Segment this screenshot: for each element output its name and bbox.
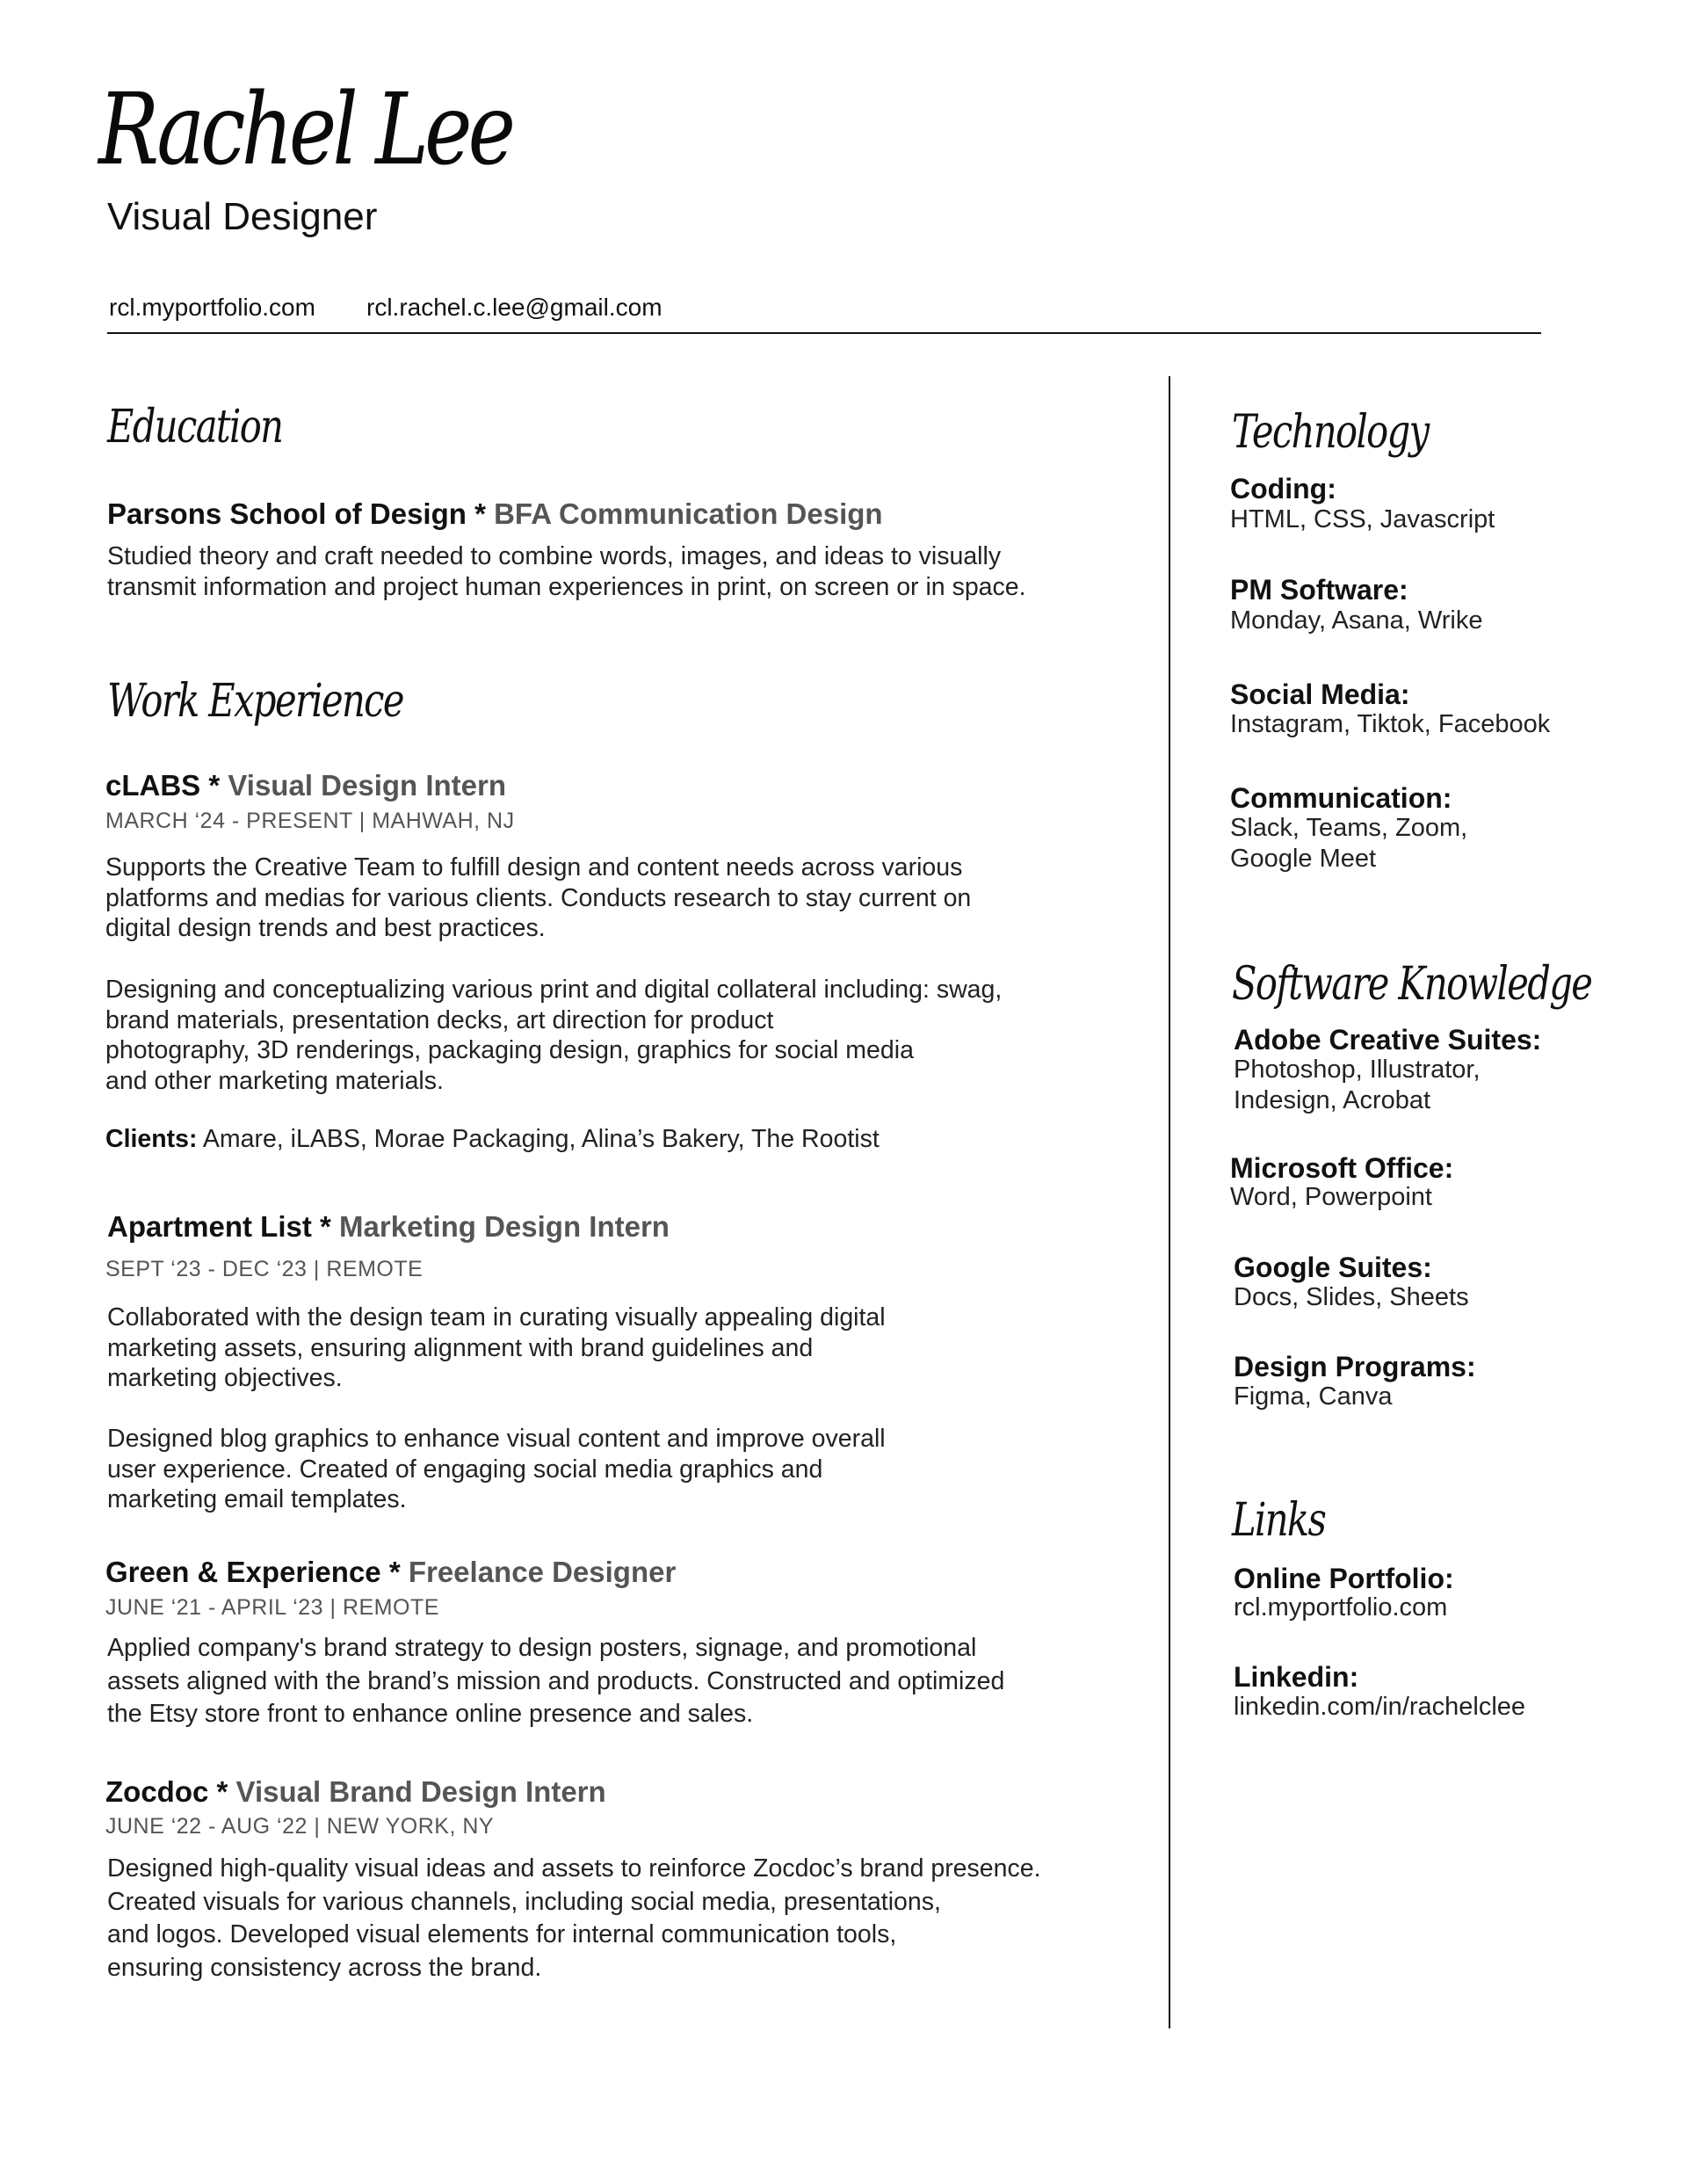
- job-company: Apartment List *: [107, 1210, 340, 1243]
- technology-heading: Technology: [1232, 406, 1429, 459]
- job-title: Visual Design Intern: [228, 769, 507, 802]
- header-divider: [107, 332, 1541, 334]
- job-description: Applied company's brand strategy to design posters, signage, and promotional assets aligned with the brand’s mission and products. Constructed and optimized the Etsy store front to enhance online presence and sales.: [107, 1634, 1005, 1728]
- skill-label: Design Programs:: [1234, 1351, 1476, 1382]
- job-meta: MARCH ‘24 - PRESENT | MAHWAH, NJ: [105, 809, 515, 833]
- skill-value: HTML, CSS, Javascript: [1230, 505, 1495, 533]
- skill-value: Figma, Canva: [1234, 1382, 1393, 1411]
- skill-label: Coding:: [1230, 473, 1336, 504]
- job-company: Zocdoc *: [105, 1775, 236, 1808]
- candidate-name: Rachel Lee: [98, 73, 512, 187]
- work-experience-heading: Work Experience: [107, 675, 403, 728]
- clients-list: Amare, iLABS, Morae Packaging, Alina’s Bakery, The Rootist: [197, 1125, 880, 1153]
- job-title-row: [105, 1775, 606, 1809]
- education-heading: Education: [107, 401, 283, 453]
- degree-name: BFA Communication Design: [494, 497, 883, 530]
- job-description: Designed blog graphics to enhance visual content and improve overall user experience. Created of engaging social media graphics and marketing email templates.: [107, 1425, 886, 1513]
- education-description: Studied theory and craft needed to combine words, images, and ideas to visually transmit information and project human experiences in print, on screen or in space.: [107, 542, 1026, 601]
- software-knowledge-heading: Software Knowledge: [1232, 958, 1592, 1011]
- job-meta: JUNE ‘21 - APRIL ‘23 | REMOTE: [105, 1595, 439, 1620]
- column-divider: [1169, 376, 1170, 2028]
- skill-value: Docs, Slides, Sheets: [1234, 1283, 1469, 1311]
- job-description: Designed high-quality visual ideas and assets to reinforce Zocdoc’s brand presence. Created visuals for various channels, including social media, presentations, and logos. Developed visual elements for internal communication tools, ensuring consistency across the brand.: [107, 1854, 1041, 1982]
- links-heading: Links: [1232, 1494, 1326, 1547]
- job-meta: JUNE ‘22 - AUG ‘22 | NEW YORK, NY: [105, 1814, 495, 1839]
- skill-value: Instagram, Tiktok, Facebook: [1230, 710, 1551, 738]
- job-role: Visual Designer: [107, 195, 378, 238]
- job-title: Freelance Designer: [408, 1556, 677, 1588]
- job-company: cLABS *: [105, 769, 228, 802]
- email-link[interactable]: rcl.rachel.c.lee@gmail.com: [366, 294, 662, 321]
- job-title: Visual Brand Design Intern: [235, 1775, 606, 1808]
- skill-label: PM Software:: [1230, 574, 1408, 606]
- job-clients: [105, 1125, 880, 1154]
- job-description: Supports the Creative Team to fulfill design and content needs across various platforms and medias for various clients. Conducts research to stay current on digital design trends and best practices.: [105, 853, 972, 942]
- job-title-row: [105, 1556, 676, 1589]
- portfolio-link[interactable]: rcl.myportfolio.com: [109, 294, 315, 321]
- job-title-row: [107, 1210, 670, 1244]
- job-description: Collaborated with the design team in curating visually appealing digital marketing assets, ensuring alignment with brand guidelines and marketing objectives.: [107, 1303, 886, 1392]
- skill-label: Adobe Creative Suites:: [1234, 1024, 1542, 1056]
- portfolio-url-link[interactable]: rcl.myportfolio.com: [1234, 1593, 1448, 1622]
- clients-label: Clients:: [105, 1125, 198, 1153]
- skill-label: Google Suites:: [1234, 1252, 1432, 1283]
- skill-value: Photoshop, Illustrator, Indesign, Acrobat: [1234, 1056, 1481, 1114]
- job-description: Designing and conceptualizing various print and digital collateral including: swag, brand materials, presentation decks, art direction for product photography, 3D renderings, packaging design, graphics for social media and other marketing materials.: [105, 976, 1003, 1095]
- skill-label: Microsoft Office:: [1230, 1152, 1454, 1184]
- education-school: [107, 497, 883, 531]
- link-label: Online Portfolio:: [1234, 1563, 1454, 1594]
- skill-label: Communication:: [1230, 782, 1452, 814]
- skill-value: Monday, Asana, Wrike: [1230, 606, 1483, 635]
- job-meta: SEPT ‘23 - DEC ‘23 | REMOTE: [105, 1257, 424, 1281]
- skill-value: Word, Powerpoint: [1230, 1183, 1432, 1211]
- job-title: Marketing Design Intern: [339, 1210, 670, 1243]
- school-name: Parsons School of Design *: [107, 497, 495, 530]
- skill-value: Slack, Teams, Zoom, Google Meet: [1230, 814, 1468, 873]
- linkedin-link[interactable]: linkedin.com/in/rachelclee: [1234, 1693, 1526, 1721]
- job-company: Green & Experience *: [105, 1556, 409, 1588]
- job-title-row: [105, 769, 506, 802]
- link-label: Linkedin:: [1234, 1661, 1359, 1693]
- skill-label: Social Media:: [1230, 678, 1410, 710]
